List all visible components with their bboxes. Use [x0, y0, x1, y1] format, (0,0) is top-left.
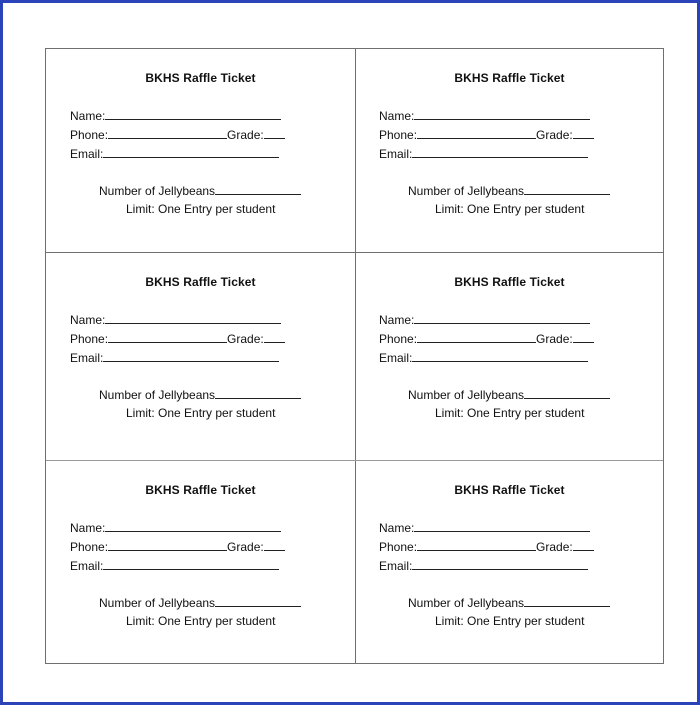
jellybeans-row — [408, 387, 610, 402]
phone-row — [70, 127, 285, 142]
jellybeans-row — [408, 183, 610, 198]
phone-label: Phone: — [70, 332, 109, 346]
email-label: Email: — [379, 351, 413, 365]
name-field[interactable] — [414, 312, 590, 324]
phone-label: Phone: — [70, 540, 109, 554]
email-field[interactable] — [412, 558, 588, 570]
email-row — [70, 558, 279, 573]
ticket-title: BKHS Raffle Ticket — [454, 275, 565, 289]
name-field[interactable] — [105, 520, 281, 532]
jellybeans-label: Number of Jellybeans — [99, 184, 216, 198]
jellybeans-label: Number of Jellybeans — [408, 388, 525, 402]
phone-field[interactable] — [417, 539, 536, 551]
ticket-title: BKHS Raffle Ticket — [454, 71, 565, 85]
name-row — [379, 108, 590, 123]
email-field[interactable] — [412, 350, 588, 362]
limit-text: Limit: One Entry per student — [126, 406, 276, 420]
email-label: Email: — [70, 147, 104, 161]
raffle-ticket — [46, 49, 355, 252]
grade-field[interactable] — [264, 539, 285, 551]
ticket-title: BKHS Raffle Ticket — [454, 483, 565, 497]
jellybeans-label: Number of Jellybeans — [408, 184, 525, 198]
jellybeans-field[interactable] — [215, 595, 301, 607]
grade-label: Grade: — [536, 332, 573, 346]
phone-label: Phone: — [70, 128, 109, 142]
phone-field[interactable] — [108, 127, 227, 139]
phone-row — [379, 127, 594, 142]
email-row — [379, 558, 588, 573]
phone-field[interactable] — [108, 331, 227, 343]
raffle-ticket — [355, 49, 664, 252]
email-field[interactable] — [103, 558, 279, 570]
email-label: Email: — [70, 351, 104, 365]
row-divider — [46, 460, 663, 461]
email-row — [379, 350, 588, 365]
name-label: Name: — [379, 313, 415, 327]
raffle-ticket — [46, 253, 355, 460]
name-row — [70, 312, 281, 327]
jellybeans-field[interactable] — [524, 183, 610, 195]
grade-field[interactable] — [573, 127, 594, 139]
name-field[interactable] — [105, 108, 281, 120]
email-label: Email: — [70, 559, 104, 573]
phone-field[interactable] — [417, 127, 536, 139]
email-row — [70, 146, 279, 161]
name-label: Name: — [379, 109, 415, 123]
column-divider — [355, 49, 356, 663]
grade-label: Grade: — [536, 540, 573, 554]
ticket-title: BKHS Raffle Ticket — [145, 483, 256, 497]
jellybeans-row — [99, 595, 301, 610]
email-row — [379, 146, 588, 161]
jellybeans-label: Number of Jellybeans — [99, 596, 216, 610]
name-row — [70, 520, 281, 535]
name-label: Name: — [70, 313, 106, 327]
phone-label: Phone: — [379, 332, 418, 346]
jellybeans-row — [99, 387, 301, 402]
row-divider — [46, 252, 663, 253]
jellybeans-field[interactable] — [524, 595, 610, 607]
grade-label: Grade: — [227, 332, 264, 346]
ticket-title: BKHS Raffle Ticket — [145, 71, 256, 85]
phone-row — [70, 331, 285, 346]
name-label: Name: — [70, 109, 106, 123]
limit-text: Limit: One Entry per student — [126, 614, 276, 628]
grade-label: Grade: — [536, 128, 573, 142]
email-field[interactable] — [412, 146, 588, 158]
name-label: Name: — [379, 521, 415, 535]
phone-label: Phone: — [379, 128, 418, 142]
name-row — [379, 312, 590, 327]
name-field[interactable] — [414, 108, 590, 120]
name-row — [379, 520, 590, 535]
grade-label: Grade: — [227, 540, 264, 554]
jellybeans-label: Number of Jellybeans — [99, 388, 216, 402]
raffle-ticket — [46, 461, 355, 664]
email-label: Email: — [379, 559, 413, 573]
grade-field[interactable] — [573, 331, 594, 343]
phone-field[interactable] — [417, 331, 536, 343]
grade-label: Grade: — [227, 128, 264, 142]
ticket-title: BKHS Raffle Ticket — [145, 275, 256, 289]
jellybeans-row — [99, 183, 301, 198]
jellybeans-field[interactable] — [215, 183, 301, 195]
email-field[interactable] — [103, 146, 279, 158]
email-field[interactable] — [103, 350, 279, 362]
email-label: Email: — [379, 147, 413, 161]
phone-row — [379, 539, 594, 554]
grade-field[interactable] — [264, 127, 285, 139]
name-row — [70, 108, 281, 123]
jellybeans-row — [408, 595, 610, 610]
phone-field[interactable] — [108, 539, 227, 551]
jellybeans-field[interactable] — [524, 387, 610, 399]
email-row — [70, 350, 279, 365]
raffle-ticket — [355, 253, 664, 460]
name-field[interactable] — [105, 312, 281, 324]
limit-text: Limit: One Entry per student — [435, 406, 585, 420]
grade-field[interactable] — [264, 331, 285, 343]
phone-row — [379, 331, 594, 346]
limit-text: Limit: One Entry per student — [126, 202, 276, 216]
phone-label: Phone: — [379, 540, 418, 554]
jellybeans-label: Number of Jellybeans — [408, 596, 525, 610]
raffle-ticket — [355, 461, 664, 664]
limit-text: Limit: One Entry per student — [435, 614, 585, 628]
raffle-ticket-sheet — [45, 48, 664, 664]
jellybeans-field[interactable] — [215, 387, 301, 399]
phone-row — [70, 539, 285, 554]
grade-field[interactable] — [573, 539, 594, 551]
name-label: Name: — [70, 521, 106, 535]
name-field[interactable] — [414, 520, 590, 532]
limit-text: Limit: One Entry per student — [435, 202, 585, 216]
